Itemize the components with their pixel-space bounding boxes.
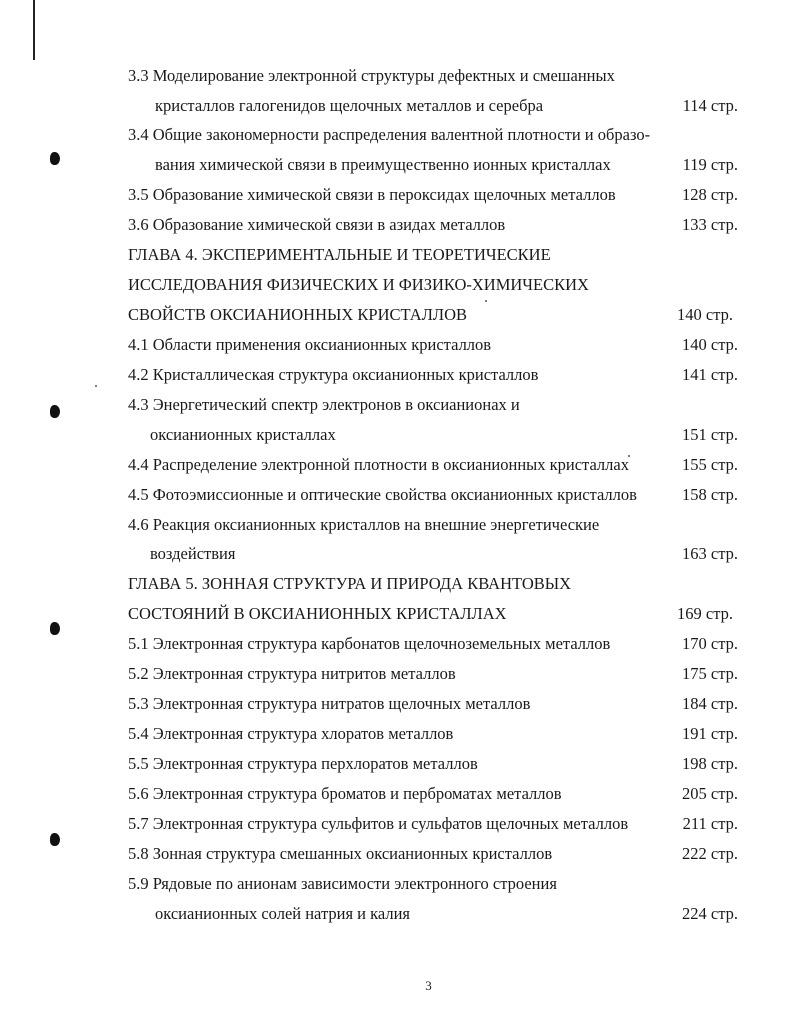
toc-entry-page: 170 стр. <box>682 634 738 653</box>
toc-entry-title: кристаллов галогенидов щелочных металлов и серебра <box>155 96 544 115</box>
toc-entry <box>0 450 795 480</box>
toc-entry-title: 3.3 Моделирование электронной структуры дефектных и смешанных <box>128 66 615 85</box>
toc-entry-title: ИССЛЕДОВАНИЯ ФИЗИЧЕСКИХ И ФИЗИКО-ХИМИЧЕСКИХ <box>128 275 589 294</box>
toc-chapter-heading <box>0 569 795 599</box>
toc-entry-page: 211 стр. <box>682 814 738 833</box>
toc-entry-title: 5.6 Электронная структура броматов и перброматах металлов <box>128 784 562 803</box>
toc-entry <box>0 809 795 839</box>
toc-entry-title: 5.4 Электронная структура хлоратов металлов <box>128 724 454 743</box>
toc-entry <box>0 839 795 869</box>
toc-entry-title: 3.6 Образование химической связи в азидах металлов <box>128 215 506 234</box>
toc-entry-page: 119 стр. <box>682 155 738 174</box>
toc-entry <box>0 180 795 210</box>
toc-entry-title: 5.8 Зонная структура смешанных оксианионных кристаллов <box>128 844 553 863</box>
toc-entry <box>0 629 795 659</box>
toc-entry <box>0 659 795 689</box>
toc-entry <box>0 480 795 510</box>
toc-entry-page: 128 стр. <box>682 185 738 204</box>
toc-entry-title: 5.3 Электронная структура нитратов щелочных металлов <box>128 694 531 713</box>
toc-chapter-heading <box>0 270 795 300</box>
toc-entry <box>0 120 795 150</box>
toc-chapter-heading <box>0 599 795 629</box>
toc-entry-title: 3.4 Общие закономерности распределения валентной плотности и образо- <box>128 125 651 144</box>
toc-entry-page: 151 стр. <box>682 425 738 444</box>
toc-entry <box>0 510 795 540</box>
toc-entry-title: ГЛАВА 4. ЭКСПЕРИМЕНТАЛЬНЫЕ И ТЕОРЕТИЧЕСКИЕ <box>128 245 551 264</box>
toc-entry <box>0 779 795 809</box>
toc-entry-title: СВОЙСТВ ОКСИАНИОННЫХ КРИСТАЛЛОВ <box>128 305 467 324</box>
toc-entry-title: 5.5 Электронная структура перхлоратов металлов <box>128 754 478 773</box>
toc-entry-title: 4.6 Реакция оксианионных кристаллов на внешние энергетические <box>128 515 600 534</box>
toc-entry <box>0 719 795 749</box>
toc-chapter-heading <box>0 240 795 270</box>
toc-entry-title: 5.1 Электронная структура карбонатов щелочноземельных металлов <box>128 634 611 653</box>
toc-entry-title: 5.7 Электронная структура сульфитов и сульфатов щелочных металлов <box>128 814 629 833</box>
toc-entry-title: 4.4 Распределение электронной плотности в оксианионных кристаллах <box>128 455 629 474</box>
toc-entry-page: 114 стр. <box>682 96 738 115</box>
toc-entry <box>0 360 795 390</box>
toc-entry-title: воздействия <box>150 544 236 563</box>
toc-entry <box>0 390 795 420</box>
toc-entry-title: ГЛАВА 5. ЗОННАЯ СТРУКТУРА И ПРИРОДА КВАНТОВЫХ <box>128 574 572 593</box>
toc-entry-title: 4.3 Энергетический спектр электронов в оксианионах и <box>128 395 520 414</box>
toc-entry-page: 163 стр. <box>682 544 738 563</box>
toc-entry-page: 191 стр. <box>682 724 738 743</box>
toc-entry-page: 205 стр. <box>682 784 738 803</box>
toc-entry-page: 224 стр. <box>682 904 738 923</box>
toc-entry-page: 133 стр. <box>682 215 738 234</box>
page-number: 3 <box>425 978 432 993</box>
toc-entry-title: 4.2 Кристаллическая структура оксианионных кристаллов <box>128 365 539 384</box>
toc-entry-page: 222 стр. <box>682 844 738 863</box>
toc-entry-page: 169 стр. <box>677 604 733 623</box>
toc-entry <box>0 899 795 929</box>
toc-entry-page: 184 стр. <box>682 694 738 713</box>
toc-entry-page: 140 стр. <box>677 305 733 324</box>
toc-entry-page: 158 стр. <box>682 485 738 504</box>
toc-entry <box>0 689 795 719</box>
toc-entry-title: 4.5 Фотоэмиссионные и оптические свойства оксианионных кристаллов <box>128 485 637 504</box>
margin-line <box>33 0 35 60</box>
toc-entry-page: 175 стр. <box>682 664 738 683</box>
toc-entry-title: оксианионных кристаллах <box>150 425 336 444</box>
toc-entry-title: 5.2 Электронная структура нитритов металлов <box>128 664 456 683</box>
toc-entry <box>0 91 795 121</box>
toc-entry <box>0 61 795 91</box>
toc-entry <box>0 869 795 899</box>
toc-entry <box>0 420 795 450</box>
toc-entry <box>0 539 795 569</box>
toc-entry <box>0 749 795 779</box>
toc-entry-title: 5.9 Рядовые по анионам зависимости электронного строения <box>128 874 557 893</box>
toc-entry-title: 4.1 Области применения оксианионных кристаллов <box>128 335 492 354</box>
toc-entry-title: 3.5 Образование химической связи в пероксидах щелочных металлов <box>128 185 616 204</box>
toc-entry-title: СОСТОЯНИЙ В ОКСИАНИОННЫХ КРИСТАЛЛАХ <box>128 604 507 623</box>
toc-chapter-heading <box>0 300 795 330</box>
toc-entry-title: вания химической связи в преимущественно ионных кристаллах <box>155 155 611 174</box>
toc-entry-page: 155 стр. <box>682 455 738 474</box>
toc-entry-page: 141 стр. <box>682 365 738 384</box>
toc-entry <box>0 150 795 180</box>
toc-entry-title: оксианионных солей натрия и калия <box>155 904 411 923</box>
toc-entry <box>0 330 795 360</box>
toc-entry-page: 140 стр. <box>682 335 738 354</box>
toc-entry <box>0 210 795 240</box>
toc-entry-page: 198 стр. <box>682 754 738 773</box>
